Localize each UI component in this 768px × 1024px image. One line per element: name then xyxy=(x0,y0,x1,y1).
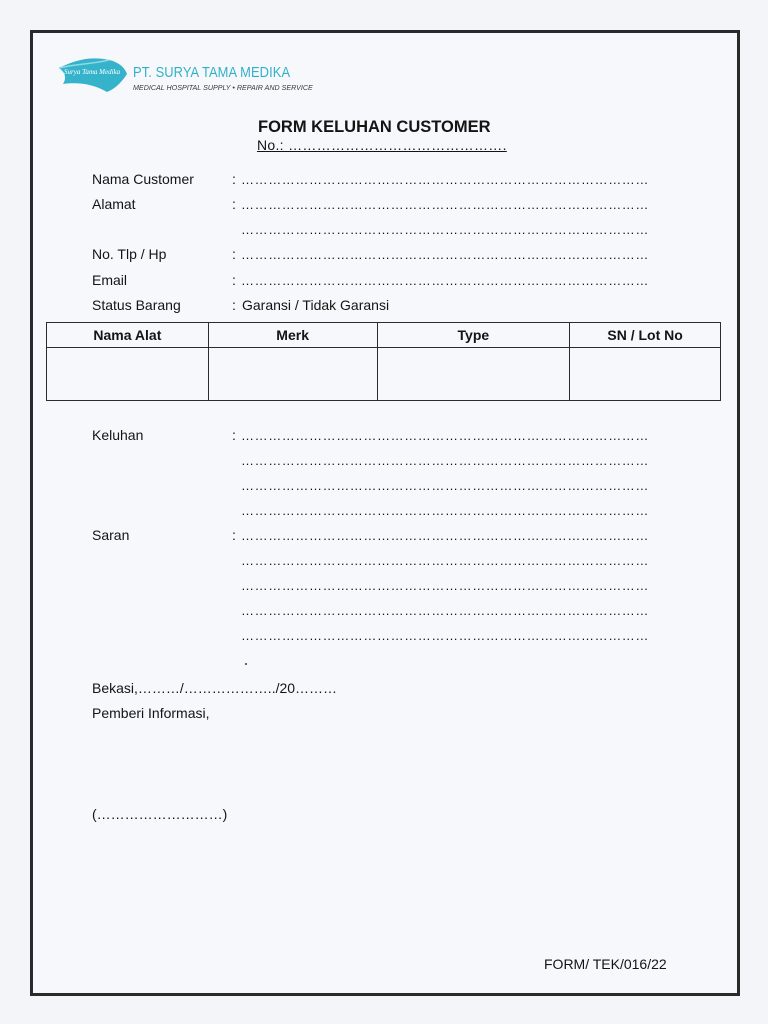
type-cell[interactable] xyxy=(377,348,570,401)
column-header-sn-lot-no: SN / Lot No xyxy=(570,323,721,348)
form-title: FORM KELUHAN CUSTOMER xyxy=(258,118,491,136)
no-tlp-colon: : xyxy=(232,246,236,262)
signature-name-line[interactable]: (………………………) xyxy=(92,806,228,822)
nama-alat-cell[interactable] xyxy=(47,348,209,401)
keluhan-label: Keluhan xyxy=(92,427,144,443)
saran-label: Saran xyxy=(92,527,130,543)
merk-cell[interactable] xyxy=(208,348,377,401)
saran-field-line4[interactable]: ……………………………………………………………………………… xyxy=(241,603,649,618)
keluhan-field-line2[interactable]: ……………………………………………………………………………… xyxy=(241,453,649,468)
no-tlp-field[interactable]: ……………………………………………………………………………… xyxy=(241,247,649,262)
saran-colon: : xyxy=(232,527,236,543)
logo-wordmark: Surya Tama Medika xyxy=(64,68,121,76)
email-label: Email xyxy=(92,272,128,288)
nama-customer-colon: : xyxy=(232,171,236,187)
sn-lot-no-cell[interactable] xyxy=(570,348,721,401)
alamat-field-line2[interactable]: ……………………………………………………………………………… xyxy=(241,222,649,237)
informant-label: Pemberi Informasi, xyxy=(92,705,210,721)
form-code: FORM/ TEK/016/22 xyxy=(544,956,667,972)
table-header-row xyxy=(47,323,721,348)
column-header-type: Type xyxy=(377,323,570,348)
email-field[interactable]: ……………………………………………………………………………… xyxy=(241,273,649,288)
status-barang-label: Status Barang xyxy=(92,297,181,313)
equipment-table xyxy=(46,322,721,401)
keluhan-field-line4[interactable]: ……………………………………………………………………………… xyxy=(241,503,649,518)
saran-field-line2[interactable]: ……………………………………………………………………………… xyxy=(241,553,649,568)
keluhan-field-line1[interactable]: ……………………………………………………………………………… xyxy=(241,428,649,443)
stray-dot xyxy=(245,663,247,665)
no-tlp-label: No. Tlp / Hp xyxy=(92,246,167,262)
form-number-field[interactable]: No.: ………………………………………. xyxy=(257,137,507,153)
keluhan-colon: : xyxy=(232,427,236,443)
column-header-nama-alat: Nama Alat xyxy=(47,323,209,348)
alamat-colon: : xyxy=(232,196,236,212)
alamat-field[interactable]: ……………………………………………………………………………… xyxy=(241,197,649,212)
date-line[interactable]: Bekasi,………/………………../20……… xyxy=(92,680,338,696)
keluhan-field-line3[interactable]: ……………………………………………………………………………… xyxy=(241,478,649,493)
table-row xyxy=(47,348,721,401)
column-header-merk: Merk xyxy=(208,323,377,348)
saran-field-line3[interactable]: ……………………………………………………………………………… xyxy=(241,578,649,593)
status-barang-colon: : xyxy=(232,297,236,313)
status-barang-options[interactable]: Garansi / Tidak Garansi xyxy=(242,297,390,313)
email-colon: : xyxy=(232,272,236,288)
nama-customer-field[interactable]: ……………………………………………………………………………… xyxy=(241,172,649,187)
company-tagline: MEDICAL HOSPITAL SUPPLY • REPAIR AND SERVICE xyxy=(133,83,313,92)
saran-field-line5[interactable]: ……………………………………………………………………………… xyxy=(241,628,649,643)
saran-field-line1[interactable]: ……………………………………………………………………………… xyxy=(241,528,649,543)
nama-customer-label: Nama Customer xyxy=(92,171,194,187)
alamat-label: Alamat xyxy=(92,196,136,212)
company-name: PT. SURYA TAMA MEDIKA xyxy=(133,64,291,81)
